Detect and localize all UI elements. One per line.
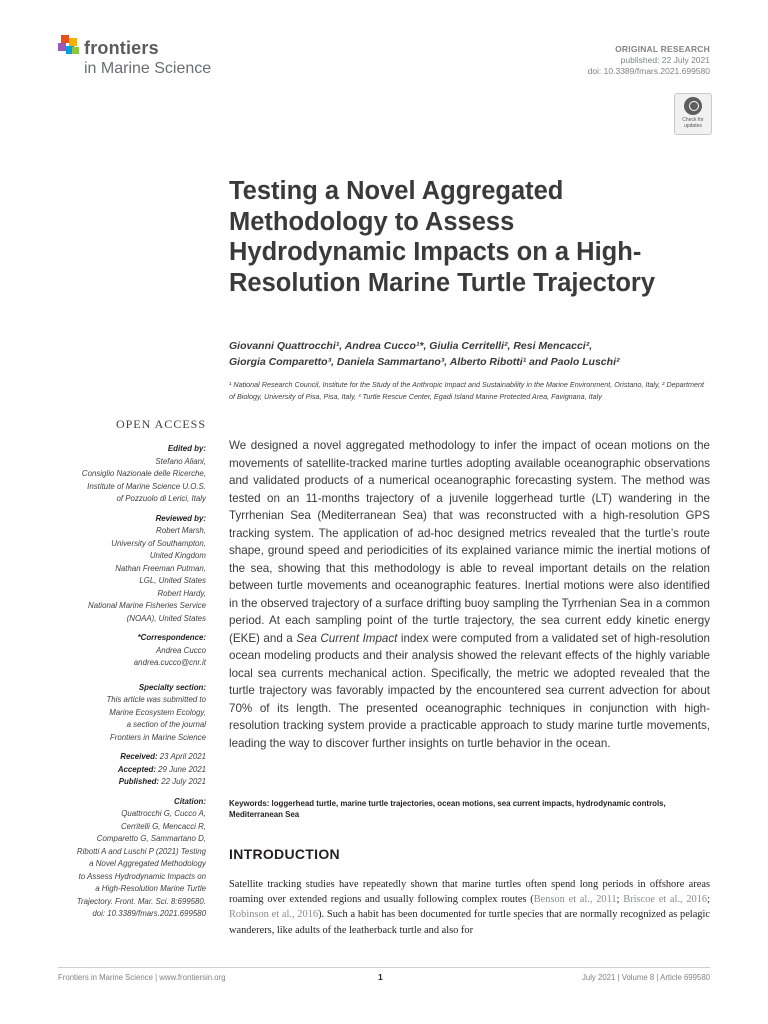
editor-line: of Pozzuolo di Lerici, Italy [116,494,206,503]
affiliations: ¹ National Research Council, Institute for the Study of the Anthropic Impact and Sustainability in the Marine Environment, Oristano, Italy, ² Department of Biology, University of Pisa, Pisa, Italy, ³ Turtle Rescue Center, Egadi Island Marine Protected Area, Favignana, Italy [229,380,705,402]
edited-by-section [40,443,206,506]
citation-line: a High-Resolution Marine Turtle [95,884,206,893]
reviewed-by-label: Reviewed by: [155,513,206,523]
reviewer-line: LGL, United States [139,576,206,585]
reviewer-line[interactable]: Nathan Freeman Putman, [115,563,206,573]
check-for-updates-label: Check for updates [682,117,704,129]
doi-link[interactable]: doi: 10.3389/fmars.2021.699580 [587,66,710,76]
brand-name: frontiers [84,38,159,58]
citation-link[interactable]: Robinson et al., 2016 [229,909,319,921]
citation-section [40,796,206,921]
published-date-sidebar: Published: 22 July 2021 [118,777,206,786]
citation-line: Cerritelli G, Mencacci R, [120,821,206,831]
correspondence-label: *Correspondence: [137,633,206,642]
reviewer-line: National Marine Fisheries Service [88,601,206,610]
article-title: Testing a Novel Aggregated Methodology to Assess Hydrodynamic Impacts on a High-Resolution Marine Turtle Trajectory [229,177,656,297]
author-list [229,338,699,370]
citation-line: Ribotti A and Luschi P (2021) Testing [76,846,206,856]
specialty-label: Specialty section: [138,682,206,692]
editor-line[interactable]: Stefano Aliani, [155,456,206,466]
correspondence-section [40,632,206,670]
accepted-date: Accepted: 29 June 2021 [117,764,206,774]
footer-journal-link[interactable]: Frontiers in Marine Science | www.frontiersin.org [58,973,226,982]
footer-volume-info: July 2021 | Volume 8 | Article 699580 [581,973,710,982]
specialty-line: Marine Ecosystem Ecology, [109,707,206,717]
keywords: Keywords: loggerhead turtle, marine turtle trajectories, ocean motions, sea current impacts, hydrodynamic controls, Mediterranean Sea [229,799,666,820]
introduction-heading: INTRODUCTION [229,846,340,862]
journal-logo [58,33,238,83]
citation-line: Comparetto G, Sammartano D, [96,834,206,843]
authors-line-1: Giovanni Quattrocchi¹, Andrea Cucco¹*, Giulia Cerritelli², Resi Mencacci², [229,340,593,352]
citation-line: Trajectory. Front. Mar. Sci. 8:699580. [76,896,206,906]
bookmark-icon [684,97,702,115]
citation-label: Citation: [174,796,206,806]
correspondence-email[interactable]: andrea.cucco@cnr.it [133,658,206,667]
footer-divider [58,967,710,968]
frontiers-logo-icon [58,35,80,57]
editor-line: Institute of Marine Science U.O.S. [87,481,206,491]
reviewer-line[interactable]: Robert Hardy, [157,588,206,598]
dates-section [40,751,206,789]
specialty-line: a section of the journal [126,720,206,729]
reviewer-line[interactable]: Robert Marsh, [156,526,206,535]
edited-by-label: Edited by: [167,444,206,453]
citation-line: a Novel Aggregated Methodology [89,859,206,868]
reviewer-line: (NOAA), United States [126,613,206,623]
specialty-line: Frontiers in Marine Science [109,732,206,742]
reviewer-line: United Kingdom [149,551,206,560]
editor-line: Consiglio Nazionale delle Ricerche, [81,469,206,478]
specialty-section [40,682,206,745]
reviewed-by-section [40,513,206,626]
citation-line: Quattrocchi G, Cucco A, [121,809,206,818]
introduction-paragraph: Satellite tracking studies have repeatedly shown that marine turtles often spend long periods in offshore areas roaming over extended regions and usually following complex routes (Benson et al., 2011; Briscoe et al., 2016; Robinson et al., 2016). Such a habit has been documented for turtle species that are normally recognized as pelagic wanderers, like adults of the leatherback turtle and also for [229,879,710,936]
correspondence-name: Andrea Cucco [155,645,206,655]
citation-link[interactable]: Benson et al., 2011 [533,894,617,906]
citation-doi[interactable]: doi: 10.3389/fmars.2021.699580 [92,909,206,918]
article-info-sidebar [40,443,206,928]
published-date: published: 22 July 2021 [620,55,710,65]
received-date: Received: 23 April 2021 [120,752,206,761]
open-access-label: OPEN ACCESS [115,417,206,431]
abstract: We designed a novel aggregated methodology to infer the impact of ocean motions on the movements of satellite-tracked marine turtles adopting available oceanographic observations and validated products of a numerical oceanographic forecasting system. The method was tested on an 11-months trajectory of a juvenile loggerhead turtle (LT) wandering in the Tyrrhenian Sea (Mediterranean Sea) that was reconstructed with a high-resolution GPS tracking system. The application of ad-hoc designed metrics revealed that the turtle’s route shape, ground speed and periodicities of its explained variance mimic the inertial motions of the sea, showing that this methodology is able to reveal important details on the relation between turtle movements and oceanographic features. Inertial motions were also identified in the observed trajectory of a surface drifting buoy sampling the Tyrrhenian Sea in a common period. At each sampling point of the turtle trajectory, the sea current eddy kinetic energy (EKE) and a Sea Current Impact index were computed from a validated set of high-resolution ocean modeling products and their analysis showed the relevant effects of the highly variable local sea currents mechanical action. Specifically, the metric we adopted revealed that the turtle trajectory was favorably impacted by the encountered sea current advection for about 70% of its length. The presented oceanographic techniques in conjunction with high-resolution tracking system provide a practicable approach to study marine turtle movements, leading the way to discover further insights on turtle behavior in the ocean. [229,439,710,750]
journal-name: in Marine Science [84,60,212,77]
authors-line-2: Giorgia Comparetto³, Daniela Sammartano³, Alberto Ribotti¹ and Paolo Luschi² [229,356,620,368]
article-type: ORIGINAL RESEARCH [615,44,710,54]
page-number: 1 [378,972,383,982]
citation-line: to Assess Hydrodynamic Impacts on [78,871,206,881]
reviewer-line: University of Southampton, [111,538,206,548]
citation-link[interactable]: Briscoe et al., 2016 [623,894,708,906]
article-meta [588,44,710,77]
specialty-line: This article was submitted to [106,695,206,704]
check-for-updates-button[interactable] [674,93,712,135]
